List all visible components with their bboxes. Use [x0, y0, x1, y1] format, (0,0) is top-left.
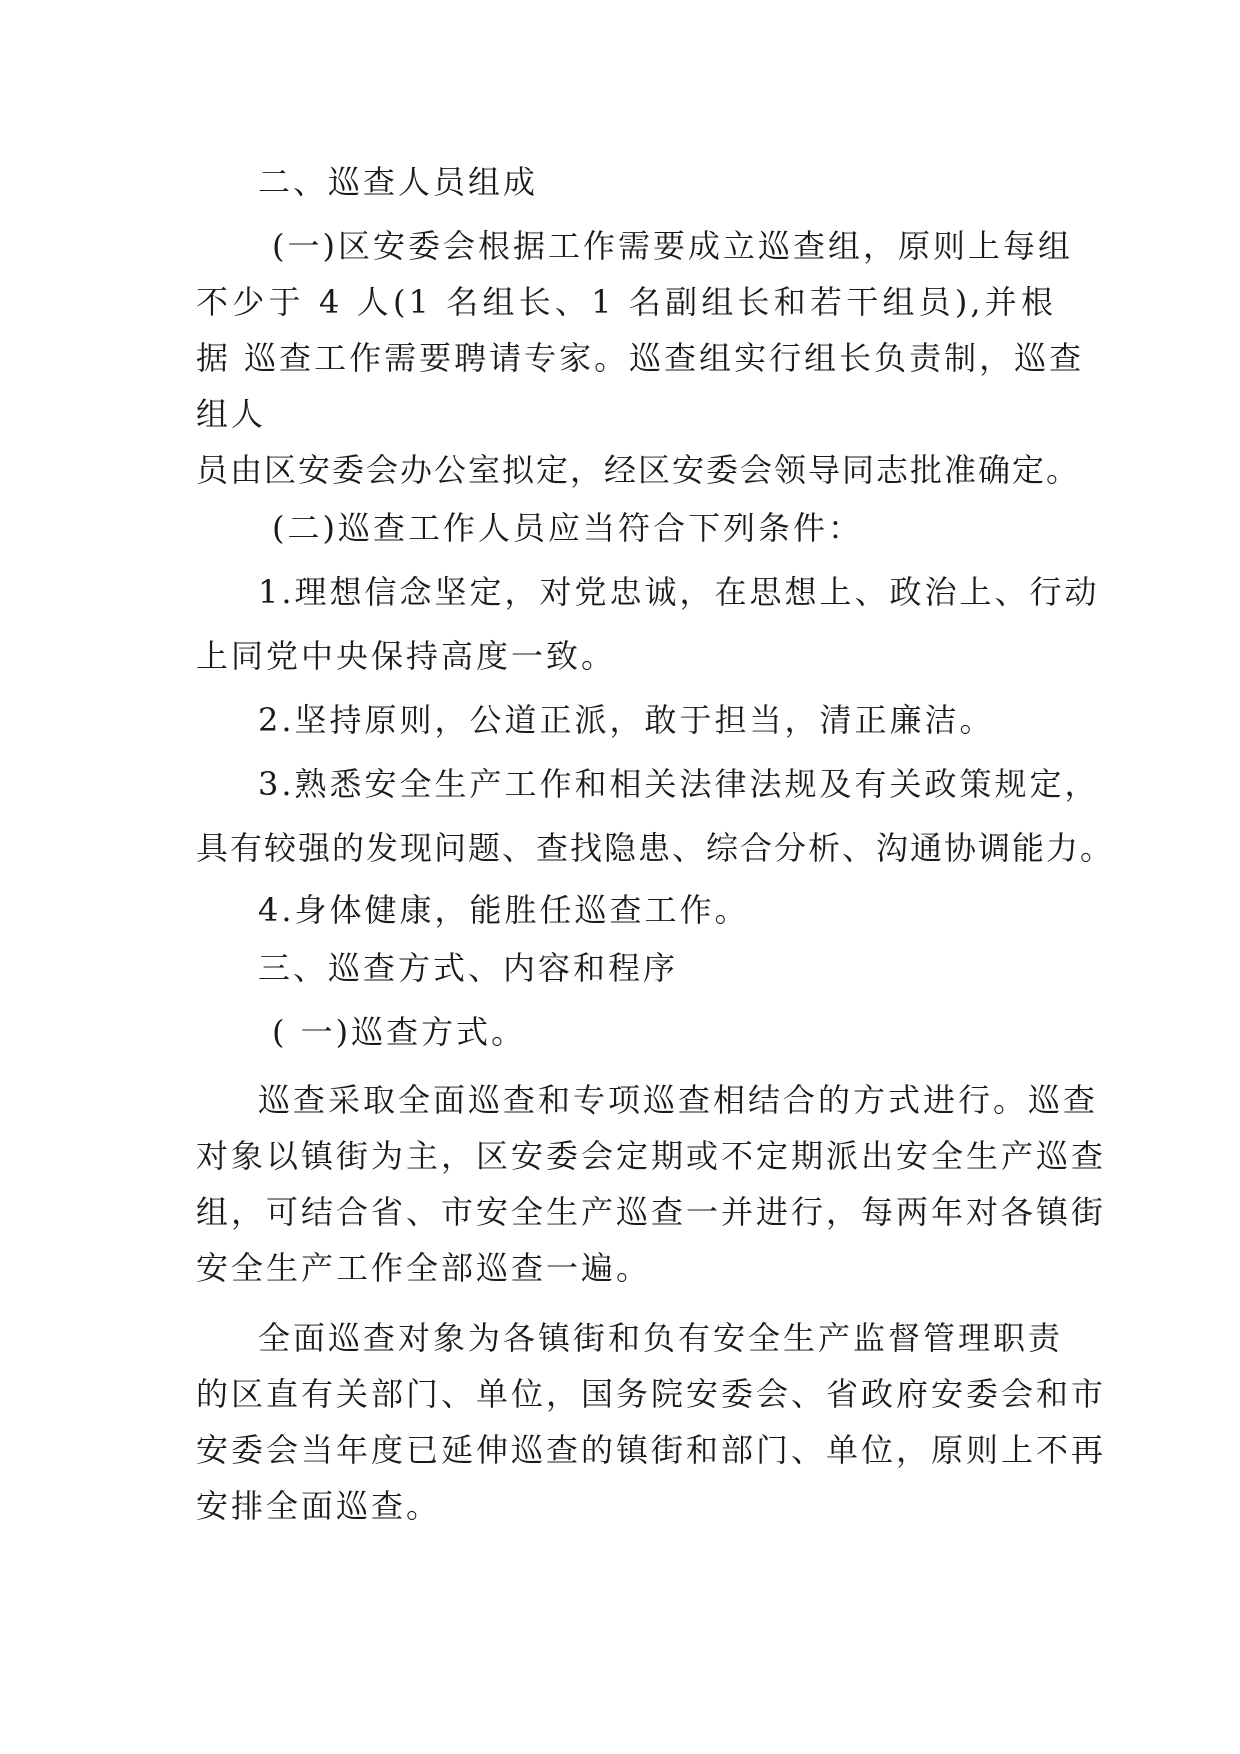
paragraph-line: 不少于 4 人(1 名组长、1 名副组长和若干组员),并根 [196, 283, 1056, 321]
paragraph-line: (一)区安委会根据工作需要成立巡查组，原则上每组 [272, 227, 1073, 265]
paragraph-line: 对象以镇街为主，区安委会定期或不定期派出安全生产巡查 [196, 1137, 1107, 1175]
list-item-line: 2.坚持原则，公道正派，敢于担当，清正廉洁。 [258, 701, 995, 739]
paragraph-line: 巡查采取全面巡查和专项巡查相结合的方式进行。巡查 [258, 1081, 1099, 1119]
paragraph-line: 据 巡查工作需要聘请专家。巡查组实行组长负责制，巡查 [196, 339, 1085, 377]
list-item-line: 具有较强的发现问题、查找隐患、综合分析、沟通协调能力。 [196, 829, 1115, 867]
paragraph-line: 安排全面巡查。 [196, 1487, 442, 1525]
list-item-line: 3.熟悉安全生产工作和相关法律法规及有关政策规定， [258, 765, 1100, 803]
section-heading-2: 二、巡查人员组成 [258, 163, 539, 201]
paragraph-line: 的区直有关部门、单位，国务院安委会、省政府安委会和市 [196, 1375, 1107, 1413]
paragraph-line: 员由区安委会办公室拟定，经区安委会领导同志批准确定。 [196, 451, 1081, 489]
paragraph-line: 组，可结合省、市安全生产巡查一并进行，每两年对各镇街 [196, 1193, 1107, 1231]
list-item-line: 上同党中央保持高度一致。 [196, 637, 617, 675]
paragraph-line: (二)巡查工作人员应当符合下列条件： [272, 509, 863, 547]
paragraph-line: 全面巡查对象为各镇街和负有安全生产监督管理职责 [258, 1319, 1064, 1357]
list-item-line: 4.身体健康，能胜任巡查工作。 [258, 891, 750, 929]
section-heading-3: 三、巡查方式、内容和程序 [258, 949, 679, 987]
paragraph-line: 安全生产工作全部巡查一遍。 [196, 1249, 652, 1287]
subsection-heading: ( 一)巡查方式。 [272, 1013, 527, 1051]
paragraph-line: 安委会当年度已延伸巡查的镇街和部门、单位，原则上不再 [196, 1431, 1107, 1469]
list-item-line: 1.理想信念坚定，对党忠诚，在思想上、政治上、行动 [258, 573, 1100, 611]
paragraph-line: 组人 [196, 395, 267, 433]
